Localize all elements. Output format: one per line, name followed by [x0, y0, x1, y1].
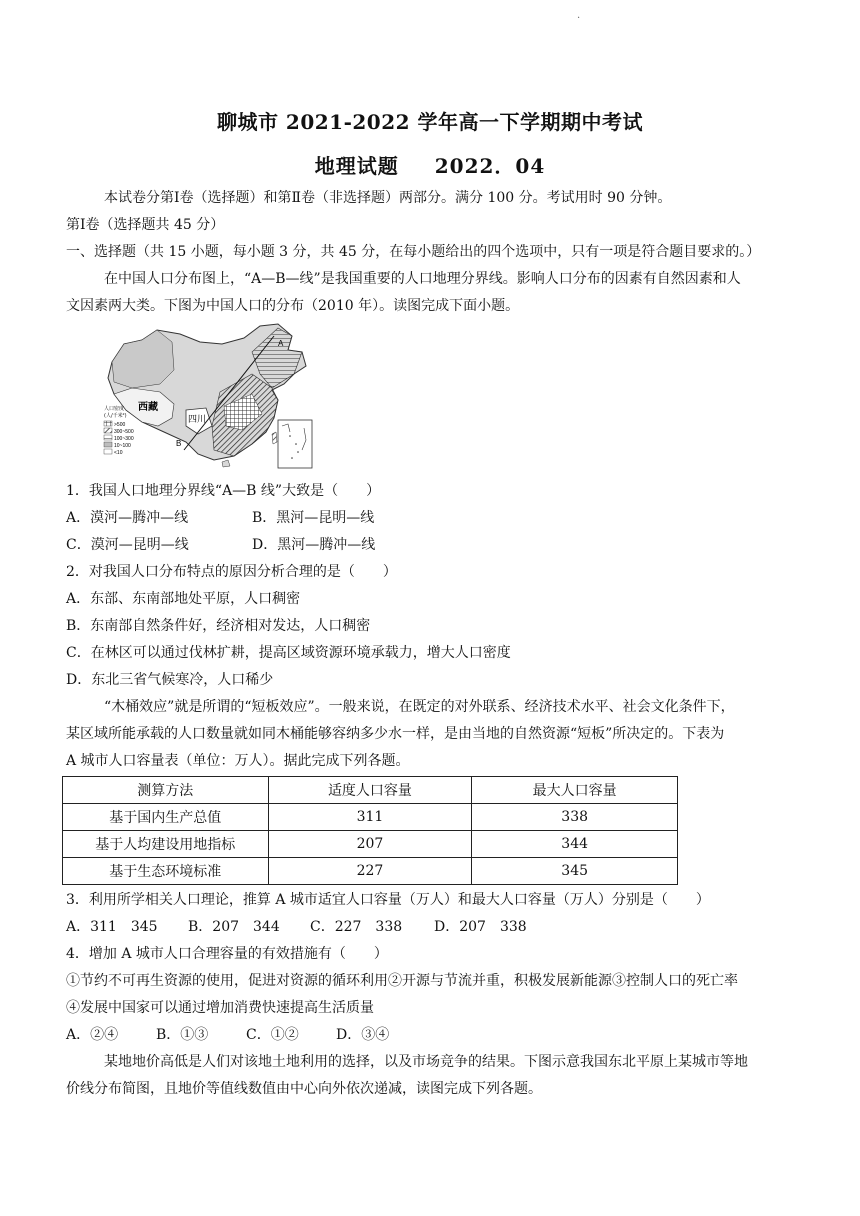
table-cell: 基于生态环境标准 — [63, 858, 269, 885]
section-one-instructions: 一、选择题（共 15 小题，每小题 3 分，共 45 分，在每小题给出的四个选项中，只有一项是符合题目要求的。） — [66, 244, 761, 260]
table-row — [63, 804, 678, 831]
passage-2-line-1: “木桶效应”就是所谓的“短板效应”。一般来说，在既定的对外联系、经济技术水平、社会文化条件下， — [104, 699, 735, 715]
q2-option-c[interactable]: C．在林区可以通过伐林扩耕，提高区域资源环境承载力，增大人口密度 — [66, 645, 511, 661]
legend-item: 10~100 — [114, 443, 131, 449]
question-4-statements-1: ①节约不可再生资源的使用，促进对资源的循环利用②开源与节流并重，积极发展新能源③控制人口的死亡率 — [66, 973, 738, 989]
question-2-stem: 2．对我国人口分布特点的原因分析合理的是（ ） — [66, 564, 397, 580]
question-1-options-row-2 — [66, 535, 796, 555]
map-label-xizang: 西藏 — [138, 402, 158, 413]
q2-option-b[interactable]: B．东南部自然条件好，经济相对发达，人口稠密 — [66, 618, 371, 634]
passage-3-line-1: 某地地价高低是人们对该地土地利用的选择，以及市场竞争的结果。下图示意我国东北平原上某城市等地 — [104, 1054, 748, 1070]
q1-option-b[interactable]: B．黑河—昆明—线 — [252, 510, 375, 526]
legend-title-2: (人/千米²) — [104, 413, 127, 419]
q3-option-a[interactable]: A．311 345 — [66, 919, 158, 935]
map-label-a: A — [278, 339, 284, 348]
passage-2-line-3: A 城市人口容量表（单位：万人）。据此完成下列各题。 — [66, 753, 410, 769]
question-1-stem: 1．我国人口地理分界线“A—B 线”大致是（ ） — [66, 483, 381, 499]
legend-item: >500 — [114, 422, 126, 428]
q3-option-b[interactable]: B．207 344 — [188, 919, 280, 935]
table-header-optimal: 适度人口容量 — [268, 777, 472, 804]
passage-1-line-1: 在中国人口分布图上，“A—B—线”是我国重要的人口地理分界线。影响人口分布的因素有自然因素和人 — [104, 271, 741, 287]
header-dot: . — [577, 10, 581, 21]
question-3-options — [66, 917, 796, 937]
q3-option-c[interactable]: C．227 338 — [310, 919, 403, 935]
part-one-heading: 第Ⅰ卷（选择题共 45 分） — [66, 217, 225, 233]
table-cell: 338 — [472, 804, 678, 831]
table-header-row — [63, 777, 678, 804]
q2-option-d[interactable]: D．东北三省气候寒冷，人口稀少 — [66, 672, 274, 688]
table-cell: 207 — [268, 831, 472, 858]
q2-option-a[interactable]: A．东部、东南部地处平原，人口稠密 — [66, 591, 301, 607]
legend-item: 100~300 — [114, 436, 134, 442]
q4-option-c[interactable]: C．①② — [246, 1027, 299, 1043]
table-cell: 基于人均建设用地指标 — [63, 831, 269, 858]
question-4-options — [66, 1025, 796, 1045]
table-row — [63, 831, 678, 858]
q4-option-b[interactable]: B．①③ — [156, 1027, 209, 1043]
table-header-max: 最大人口容量 — [472, 777, 678, 804]
q3-option-d[interactable]: D．207 338 — [434, 919, 527, 935]
south-china-sea-inset — [278, 420, 312, 468]
legend-item: <10 — [114, 450, 123, 456]
q1-option-c[interactable]: C．漠河—昆明—线 — [66, 537, 189, 553]
table-cell: 311 — [268, 804, 472, 831]
legend-title-1: 人口密度 — [104, 406, 125, 412]
exam-note: 本试卷分第Ⅰ卷（选择题）和第Ⅱ卷（非选择题）两部分。满分 100 分。考试用时 90 分钟。 — [104, 190, 672, 206]
subject-title: 地理试题 — [314, 154, 399, 178]
table-cell: 227 — [268, 858, 472, 885]
question-3-stem: 3．利用所学相关人口理论，推算 A 城市适宜人口容量（万人）和最大人口容量（万人）分别是（ ） — [66, 892, 710, 908]
question-4-stem: 4．增加 A 城市人口合理容量的有效措施有（ ） — [66, 946, 388, 962]
exam-title: 聊城市 2021-2022 学年高一下学期期中考试 — [216, 110, 644, 134]
q4-option-d[interactable]: D．③④ — [336, 1027, 390, 1043]
q4-option-a[interactable]: A．②④ — [66, 1027, 119, 1043]
table-cell: 345 — [472, 858, 678, 885]
table-cell: 344 — [472, 831, 678, 858]
passage-3-line-2: 价线分布简图，且地价等值线数值由中心向外依次递减，读图完成下列各题。 — [66, 1081, 542, 1097]
map-label-sichuan: 四川 — [188, 415, 207, 425]
legend-item: 300~500 — [114, 429, 134, 435]
china-population-map — [102, 322, 320, 472]
map-label-b: B — [176, 439, 182, 448]
exam-date: 2022．04 — [434, 154, 546, 178]
passage-1-line-2: 文因素两大类。下图为中国人口的分布（2010 年）。读图完成下面小题。 — [66, 298, 520, 314]
q1-option-a[interactable]: A．漠河—腾冲—线 — [66, 510, 189, 526]
table-row — [63, 858, 678, 885]
q1-option-d[interactable]: D．黑河—腾冲—线 — [252, 537, 376, 553]
table-cell: 基于国内生产总值 — [63, 804, 269, 831]
passage-2-line-2: 某区域所能承载的人口数量就如同木桶能够容纳多少水一样，是由当地的自然资源“短板”所决定的。下表为 — [66, 726, 725, 742]
exam-subtitle — [0, 150, 860, 179]
table-header-method: 测算方法 — [63, 777, 269, 804]
question-4-statements-2: ④发展中国家可以通过增加消费快速提高生活质量 — [66, 1000, 374, 1016]
population-capacity-table — [62, 776, 678, 885]
question-1-options-row-1 — [66, 508, 796, 528]
